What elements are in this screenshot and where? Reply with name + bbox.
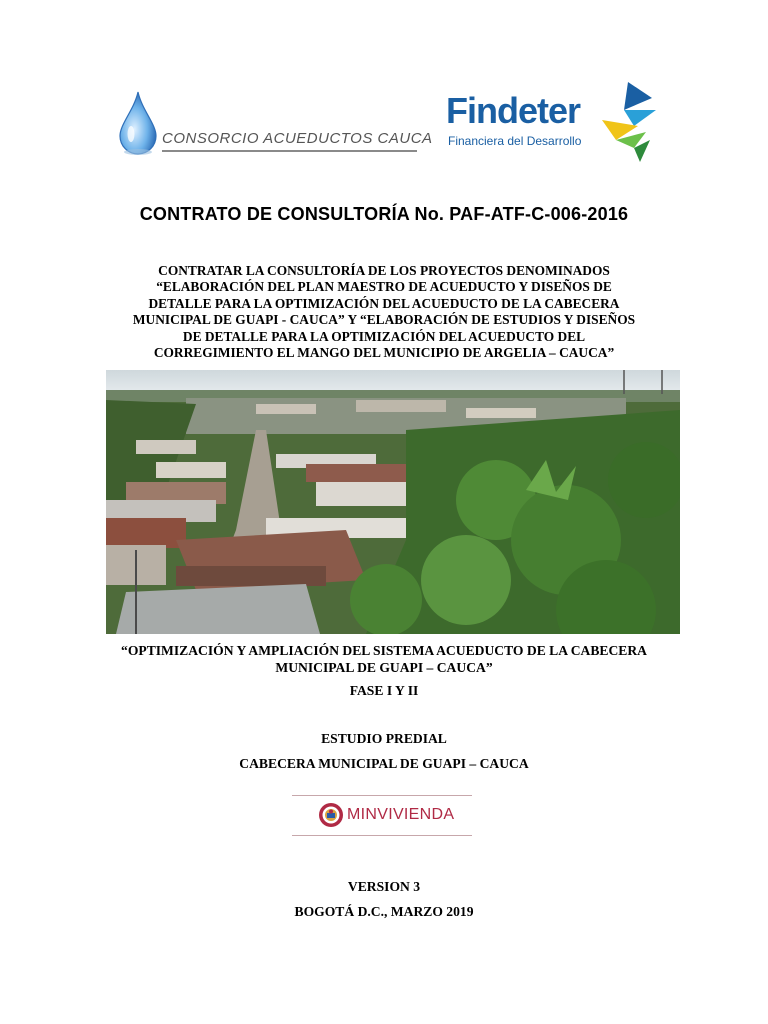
- consorcio-name: CONSORCIO ACUEDUCTOS CAUCA: [162, 130, 433, 147]
- project-title: [90, 642, 678, 676]
- description-line: “ELABORACIÓN DEL PLAN MAESTRO DE ACUEDUCTO Y DISEÑOS DE: [156, 279, 612, 295]
- description-line: DE DETALLE PARA LA OPTIMIZACIÓN DEL ACUEDUCTO DEL: [182, 328, 586, 344]
- place-date-label: BOGOTÁ D.C., MARZO 2019: [294, 904, 474, 919]
- aerial-town-photo: [106, 370, 680, 634]
- findeter-name: Findeter: [446, 90, 581, 131]
- consorcio-logo: [114, 88, 433, 160]
- ministry-name: MINVIVIENDA: [347, 806, 455, 823]
- minvivienda-bottom-rule: [292, 835, 472, 836]
- findeter-mark-icon: [594, 80, 660, 164]
- minvivienda-top-rule: [292, 795, 472, 796]
- project-title-line: “OPTIMIZACIÓN Y AMPLIACIÓN DEL SISTEMA ACUEDUCTO DE LA CABECERA: [121, 643, 647, 658]
- findeter-logo: [446, 80, 660, 164]
- findeter-tagline: Financiera del Desarrollo: [448, 134, 582, 148]
- version-label: VERSION 3: [347, 879, 421, 894]
- project-title-line: MUNICIPAL DE GUAPI – CAUCA”: [275, 660, 493, 675]
- study-label: ESTUDIO PREDIAL: [321, 731, 447, 746]
- water-drop-icon: [118, 90, 158, 156]
- description-line: CORREGIMIENTO EL MANGO DEL MUNICIPIO DE ARGELIA – CAUCA”: [153, 345, 615, 361]
- contract-description: [100, 263, 668, 361]
- contract-title: CONTRATO DE CONSULTORÍA No. PAF-ATF-C-006-2016: [139, 204, 629, 224]
- description-line: DETALLE PARA LA OPTIMIZACIÓN DEL ACUEDUCTO DE LA CABECERA: [148, 295, 620, 311]
- consorcio-underline: [162, 150, 417, 152]
- colombia-seal-icon: [318, 802, 344, 828]
- description-line: CONTRATAR LA CONSULTORÍA DE LOS PROYECTOS DENOMINADOS: [158, 263, 610, 278]
- description-line: MUNICIPAL DE GUAPI - CAUCA” Y “ELABORACIÓN DE ESTUDIOS Y DISEÑOS: [132, 312, 636, 328]
- location-label: CABECERA MUNICIPAL DE GUAPI – CAUCA: [239, 756, 529, 771]
- minvivienda-logo: [316, 800, 456, 832]
- phase-label: FASE I Y II: [349, 683, 419, 698]
